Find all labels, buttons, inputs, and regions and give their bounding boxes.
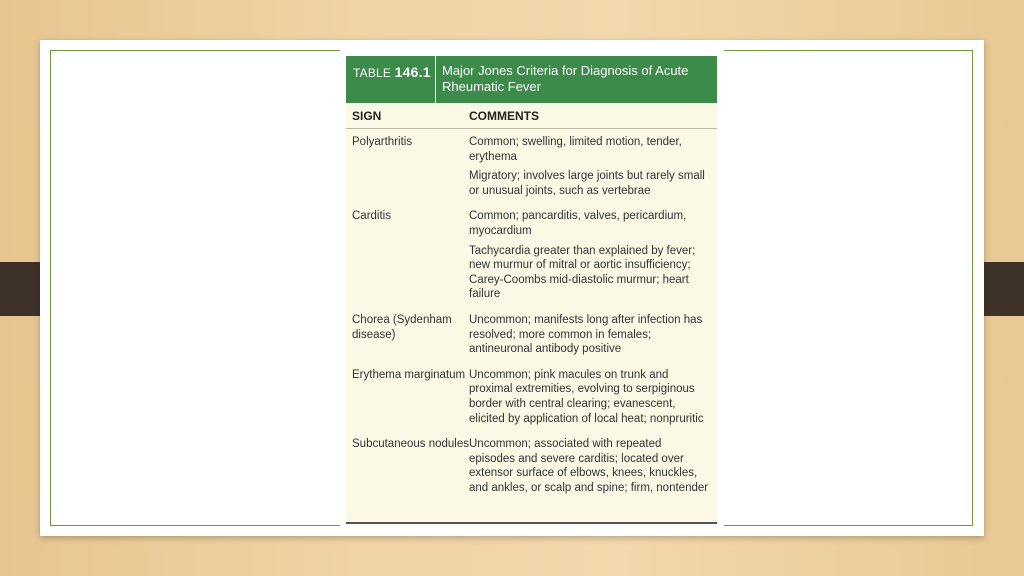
- table-body: [346, 129, 717, 500]
- table-row: [346, 203, 717, 307]
- table-title: [436, 56, 688, 103]
- table-row: [346, 362, 717, 431]
- left-frame-border: [50, 50, 340, 526]
- comments-cell: [469, 437, 709, 500]
- comment-text: Tachycardia greater than explained by fever; new murmur of mitral or aortic insufficiency; Carey-Coombs mid-diastolic murmur; heart failure: [469, 244, 696, 301]
- table-title-line2: Rheumatic Fever: [442, 79, 541, 94]
- comment-text: Common; swelling, limited motion, tender, erythema: [469, 136, 682, 163]
- table-header: [346, 56, 717, 103]
- sign-cell: Chorea (Sydenham disease): [352, 313, 452, 341]
- column-header-comments: COMMENTS: [469, 108, 539, 123]
- table-number: [346, 56, 436, 103]
- sign-cell: Carditis: [352, 210, 391, 223]
- comments-cell: [469, 209, 709, 307]
- table-row: [346, 129, 717, 203]
- table-title-line1: Major Jones Criteria for Diagnosis of Acute: [442, 63, 689, 78]
- comments-cell: [469, 313, 709, 362]
- sign-cell: Polyarthritis: [352, 136, 413, 148]
- comment-text: Uncommon; associated with repeated episodes and severe carditis; located over extensor surface of elbows, knees, knuckles, and ankles, or scalp and spine; firm, nontender: [469, 438, 709, 494]
- jones-criteria-table: [346, 56, 717, 524]
- table-label: TABLE: [353, 66, 392, 80]
- comment-text: Uncommon; manifests long after infection has resolved; more common in females; antineuronal antibody positive: [469, 313, 703, 356]
- table-row: [346, 431, 717, 500]
- table-number-value: 146.1: [394, 64, 431, 80]
- comments-cell: [469, 135, 709, 203]
- right-frame-border: [724, 50, 973, 526]
- comments-cell: [469, 368, 709, 431]
- comment-text: Uncommon; pink macules on trunk and proximal extremities, evolving to serpiginous border with central clearing; evanescent, elicited by application of local heat; nonpruritic: [469, 368, 704, 425]
- column-headers: [346, 103, 717, 129]
- sign-cell: Erythema marginatum: [352, 368, 466, 381]
- table-row: [346, 307, 717, 362]
- sign-cell: Subcutaneous nodules: [352, 438, 470, 451]
- comment-text: Common; pancarditis, valves, pericardium, myocardium: [469, 210, 687, 237]
- comment-text: Migratory; involves large joints but rarely small or unusual joints, such as vertebrae: [469, 170, 705, 197]
- column-header-sign: SIGN: [352, 108, 382, 123]
